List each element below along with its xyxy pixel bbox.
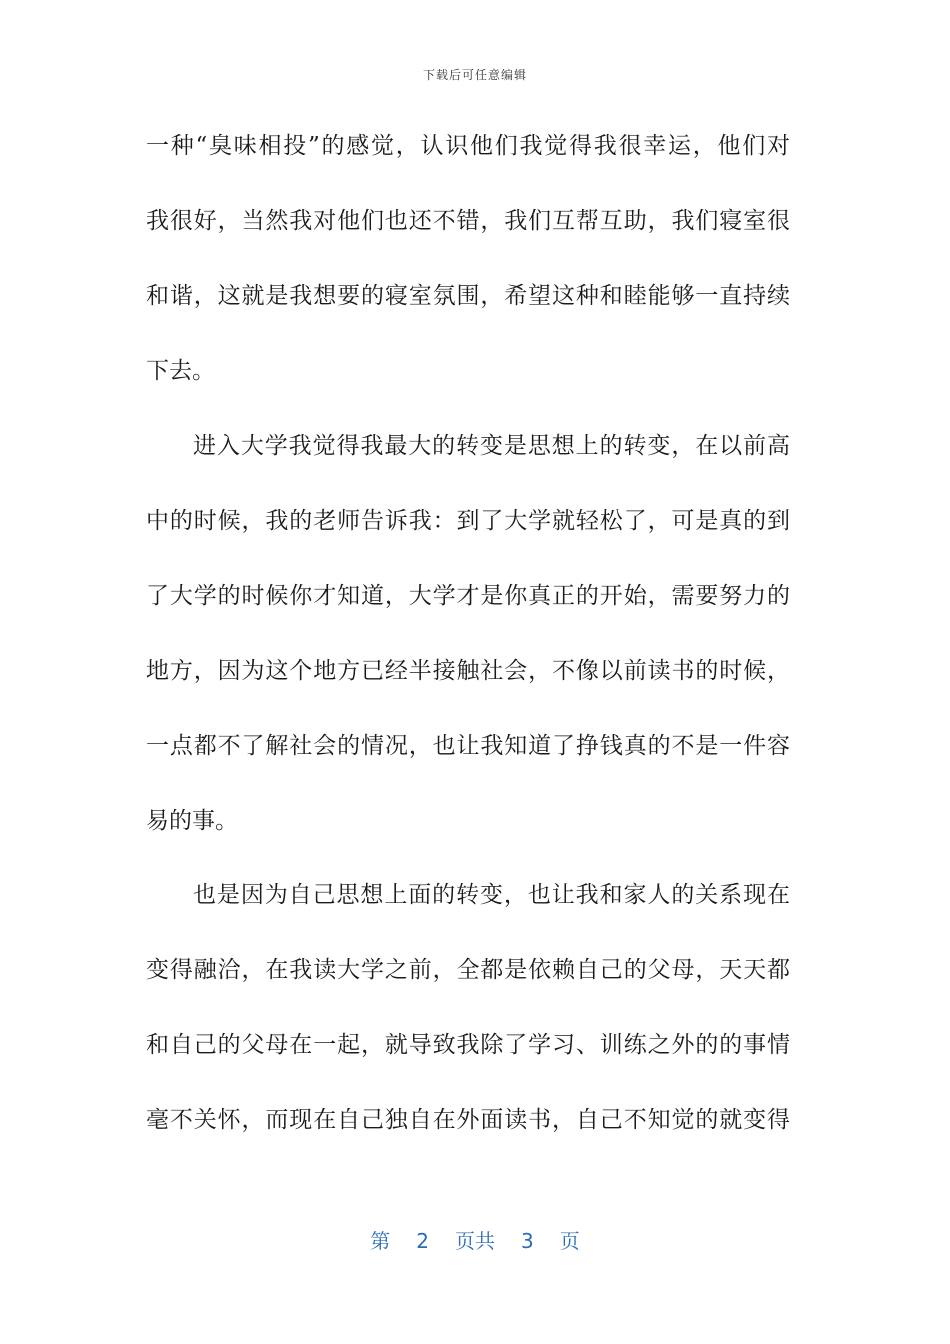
text-line: 易的事。 bbox=[146, 808, 238, 834]
text-line: 下去。 bbox=[146, 358, 215, 384]
page-header: 下载后可任意编辑 bbox=[422, 68, 527, 82]
text-line: 变得融洽，在我读大学之前，全都是依赖自己的父母，天天都 bbox=[146, 957, 790, 983]
footer-prefix: 第 bbox=[370, 1229, 391, 1253]
text-line: 我很好，当然我对他们也还不错，我们互帮互助，我们寝室很 bbox=[146, 208, 790, 234]
text-line: 一种“臭味相投”的感觉，认识他们我觉得我很幸运，他们对 bbox=[146, 133, 790, 159]
page-number-footer bbox=[0, 1225, 950, 1254]
text-line: 了大学的时候你才知道，大学才是你真正的开始，需要努力的 bbox=[146, 583, 790, 609]
footer-middle: 页共 bbox=[455, 1229, 495, 1253]
text-line: 一点都不了解社会的情况，也让我知道了挣钱真的不是一件容 bbox=[146, 733, 790, 759]
text-line: 中的时候，我的老师告诉我：到了大学就轻松了，可是真的到 bbox=[146, 508, 790, 534]
text-line: 毫不关怀，而现在自己独自在外面读书，自己不知觉的就变得 bbox=[146, 1107, 790, 1133]
footer-suffix: 页 bbox=[559, 1229, 580, 1253]
text-line: 和谐，这就是我想要的寝室氛围，希望这种和睦能够一直持续 bbox=[146, 283, 790, 309]
text-line: 进入大学我觉得我最大的转变是思想上的转变，在以前高 bbox=[193, 433, 790, 459]
text-line: 地方，因为这个地方已经半接触社会，不像以前读书的时候， bbox=[146, 658, 790, 684]
current-page-number: 2 bbox=[416, 1229, 429, 1253]
text-line: 也是因为自己思想上面的转变，也让我和家人的关系现在 bbox=[193, 882, 790, 908]
total-pages-number: 3 bbox=[521, 1229, 534, 1253]
text-line: 和自己的父母在一起，就导致我除了学习、训练之外的的事情 bbox=[146, 1032, 790, 1058]
